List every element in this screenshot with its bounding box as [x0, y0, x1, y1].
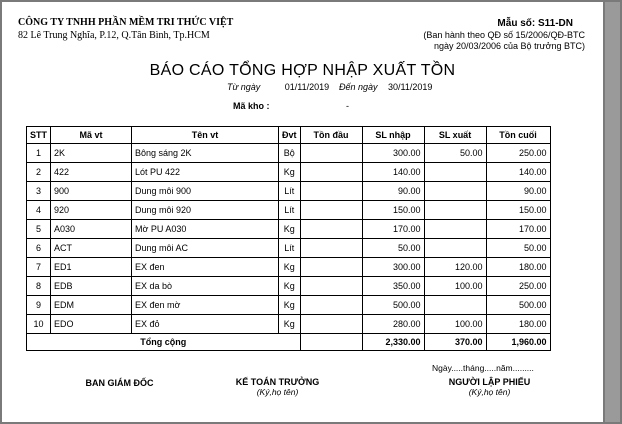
- col-ton-dau: Tồn đầu: [300, 127, 362, 144]
- warehouse-value: -: [346, 101, 349, 111]
- cell-sl-nhap: 280.00: [362, 315, 424, 334]
- cell-ton-cuoi: 140.00: [486, 163, 550, 182]
- cell-stt: 2: [27, 163, 51, 182]
- period-from: [227, 82, 329, 92]
- cell-ton-cuoi: 90.00: [486, 182, 550, 201]
- cell-ten-vt: Bông sáng 2K: [132, 144, 279, 163]
- cell-sl-nhap: 350.00: [362, 277, 424, 296]
- cell-ton-cuoi: 250.00: [486, 277, 550, 296]
- table-row: [27, 315, 551, 334]
- director-title: BAN GIÁM ĐỐC: [85, 378, 154, 388]
- cell-ma-vt: ACT: [51, 239, 132, 258]
- cell-ma-vt: 422: [51, 163, 132, 182]
- cell-sl-xuat: [424, 239, 486, 258]
- cell-stt: 9: [27, 296, 51, 315]
- cell-dvt: Kg: [279, 296, 301, 315]
- to-date: 30/11/2019: [388, 82, 433, 92]
- cell-ton-cuoi: 170.00: [486, 220, 550, 239]
- company-address: 82 Lê Trung Nghĩa, P.12, Q.Tân Bình, Tp.HCM: [18, 30, 210, 41]
- cell-sl-xuat: [424, 163, 486, 182]
- inventory-table: [26, 126, 551, 351]
- cell-sl-nhap: 50.00: [362, 239, 424, 258]
- cell-dvt: Kg: [279, 258, 301, 277]
- viewer-scrollbar[interactable]: [605, 2, 620, 422]
- total-label: Tổng cộng: [27, 334, 301, 351]
- table-body: [27, 144, 551, 334]
- cell-ton-cuoi: 500.00: [486, 296, 550, 315]
- warehouse-label: Mã kho :: [233, 101, 270, 111]
- table-header-row: [27, 127, 551, 144]
- preparer-title: NGƯỜI LẬP PHIẾU: [448, 377, 531, 387]
- cell-ton-dau: [300, 277, 362, 296]
- cell-stt: 4: [27, 201, 51, 220]
- cell-sl-nhap: 140.00: [362, 163, 424, 182]
- col-ma-vt: Mã vt: [51, 127, 132, 144]
- cell-stt: 6: [27, 239, 51, 258]
- cell-ton-dau: [300, 296, 362, 315]
- table-row: [27, 296, 551, 315]
- cell-ten-vt: Mờ PU A030: [132, 220, 279, 239]
- col-dvt: Đvt: [279, 127, 301, 144]
- cell-ton-dau: [300, 182, 362, 201]
- cell-sl-nhap: 300.00: [362, 258, 424, 277]
- table-row: [27, 220, 551, 239]
- col-ten-vt: Tên vt: [132, 127, 279, 144]
- form-code: Mẫu số: S11-DN: [497, 18, 573, 29]
- cell-sl-xuat: [424, 220, 486, 239]
- col-sl-xuat: SL xuất: [424, 127, 486, 144]
- table-row: [27, 239, 551, 258]
- accountant-subtitle: (Ký,họ tên): [256, 387, 299, 397]
- form-info: [395, 18, 585, 52]
- table-row: [27, 258, 551, 277]
- table-row: [27, 182, 551, 201]
- date-line: Ngày.....tháng.....năm.........: [432, 363, 534, 373]
- company-info: [18, 16, 233, 42]
- cell-dvt: Kg: [279, 277, 301, 296]
- cell-stt: 3: [27, 182, 51, 201]
- cell-sl-nhap: 500.00: [362, 296, 424, 315]
- cell-ma-vt: 2K: [51, 144, 132, 163]
- cell-ten-vt: Dung môi 900: [132, 182, 279, 201]
- total-nhap: 2,330.00: [362, 334, 424, 351]
- cell-ton-cuoi: 250.00: [486, 144, 550, 163]
- cell-dvt: Kg: [279, 315, 301, 334]
- period-to: [339, 82, 432, 92]
- cell-ten-vt: Dung môi 920: [132, 201, 279, 220]
- cell-dvt: Lít: [279, 182, 301, 201]
- cell-ton-cuoi: 180.00: [486, 258, 550, 277]
- col-ton-cuoi: Tồn cuối: [486, 127, 550, 144]
- cell-ton-cuoi: 180.00: [486, 315, 550, 334]
- cell-ma-vt: 900: [51, 182, 132, 201]
- cell-sl-xuat: 50.00: [424, 144, 486, 163]
- total-row: [27, 334, 551, 351]
- cell-sl-xuat: 100.00: [424, 277, 486, 296]
- preparer-subtitle: (Ký,họ tên): [468, 387, 511, 397]
- cell-dvt: Lít: [279, 201, 301, 220]
- cell-ton-cuoi: 150.00: [486, 201, 550, 220]
- table-row: [27, 163, 551, 182]
- total-ton-dau: [300, 334, 362, 351]
- report-title: BÁO CÁO TỔNG HỢP NHẬP XUẤT TỒN: [149, 62, 456, 79]
- cell-stt: 1: [27, 144, 51, 163]
- cell-ten-vt: EX đen: [132, 258, 279, 277]
- total-cuoi: 1,960.00: [486, 334, 550, 351]
- cell-sl-xuat: 100.00: [424, 315, 486, 334]
- cell-ton-dau: [300, 201, 362, 220]
- cell-ma-vt: ED1: [51, 258, 132, 277]
- table-row: [27, 277, 551, 296]
- cell-ton-cuoi: 50.00: [486, 239, 550, 258]
- cell-ten-vt: EX đỏ: [132, 315, 279, 334]
- cell-sl-nhap: 300.00: [362, 144, 424, 163]
- cell-ton-dau: [300, 239, 362, 258]
- cell-stt: 5: [27, 220, 51, 239]
- cell-ten-vt: EX đen mờ: [132, 296, 279, 315]
- accountant-signature: [220, 377, 335, 397]
- cell-stt: 8: [27, 277, 51, 296]
- cell-ton-dau: [300, 315, 362, 334]
- cell-ten-vt: Dung môi AC: [132, 239, 279, 258]
- cell-ma-vt: 920: [51, 201, 132, 220]
- cell-sl-xuat: [424, 296, 486, 315]
- col-stt: STT: [27, 127, 51, 144]
- cell-ten-vt: Lót PU 422: [132, 163, 279, 182]
- to-label: Đến ngày: [339, 82, 378, 92]
- from-label: Từ ngày: [227, 82, 261, 92]
- report-page: [2, 2, 603, 422]
- cell-ton-dau: [300, 163, 362, 182]
- table-row: [27, 144, 551, 163]
- form-decree-line2: ngày 20/03/2006 của Bộ trưởng BTC): [433, 41, 585, 51]
- cell-sl-nhap: 90.00: [362, 182, 424, 201]
- cell-sl-nhap: 170.00: [362, 220, 424, 239]
- cell-sl-nhap: 150.00: [362, 201, 424, 220]
- cell-ton-dau: [300, 220, 362, 239]
- director-signature: [72, 378, 167, 388]
- cell-ma-vt: EDM: [51, 296, 132, 315]
- cell-ten-vt: EX da bò: [132, 277, 279, 296]
- cell-stt: 10: [27, 315, 51, 334]
- cell-ma-vt: EDO: [51, 315, 132, 334]
- cell-dvt: Kg: [279, 163, 301, 182]
- form-decree-line1: (Ban hành theo QĐ số 15/2006/QĐ-BTC: [423, 30, 585, 40]
- cell-dvt: Lít: [279, 239, 301, 258]
- cell-stt: 7: [27, 258, 51, 277]
- table-row: [27, 201, 551, 220]
- total-xuat: 370.00: [424, 334, 486, 351]
- cell-sl-xuat: [424, 182, 486, 201]
- cell-sl-xuat: [424, 201, 486, 220]
- cell-dvt: Bộ: [279, 144, 301, 163]
- preparer-signature: [432, 377, 547, 397]
- cell-ton-dau: [300, 258, 362, 277]
- cell-ma-vt: EDB: [51, 277, 132, 296]
- cell-ton-dau: [300, 144, 362, 163]
- company-name: CÔNG TY TNHH PHẦN MỀM TRI THỨC VIỆT: [18, 17, 234, 28]
- cell-sl-xuat: 120.00: [424, 258, 486, 277]
- from-date: 01/11/2019: [284, 82, 330, 92]
- accountant-title: KẾ TOÁN TRƯỞNG: [235, 377, 320, 387]
- cell-dvt: Kg: [279, 220, 301, 239]
- col-sl-nhap: SL nhập: [362, 127, 424, 144]
- cell-ma-vt: A030: [51, 220, 132, 239]
